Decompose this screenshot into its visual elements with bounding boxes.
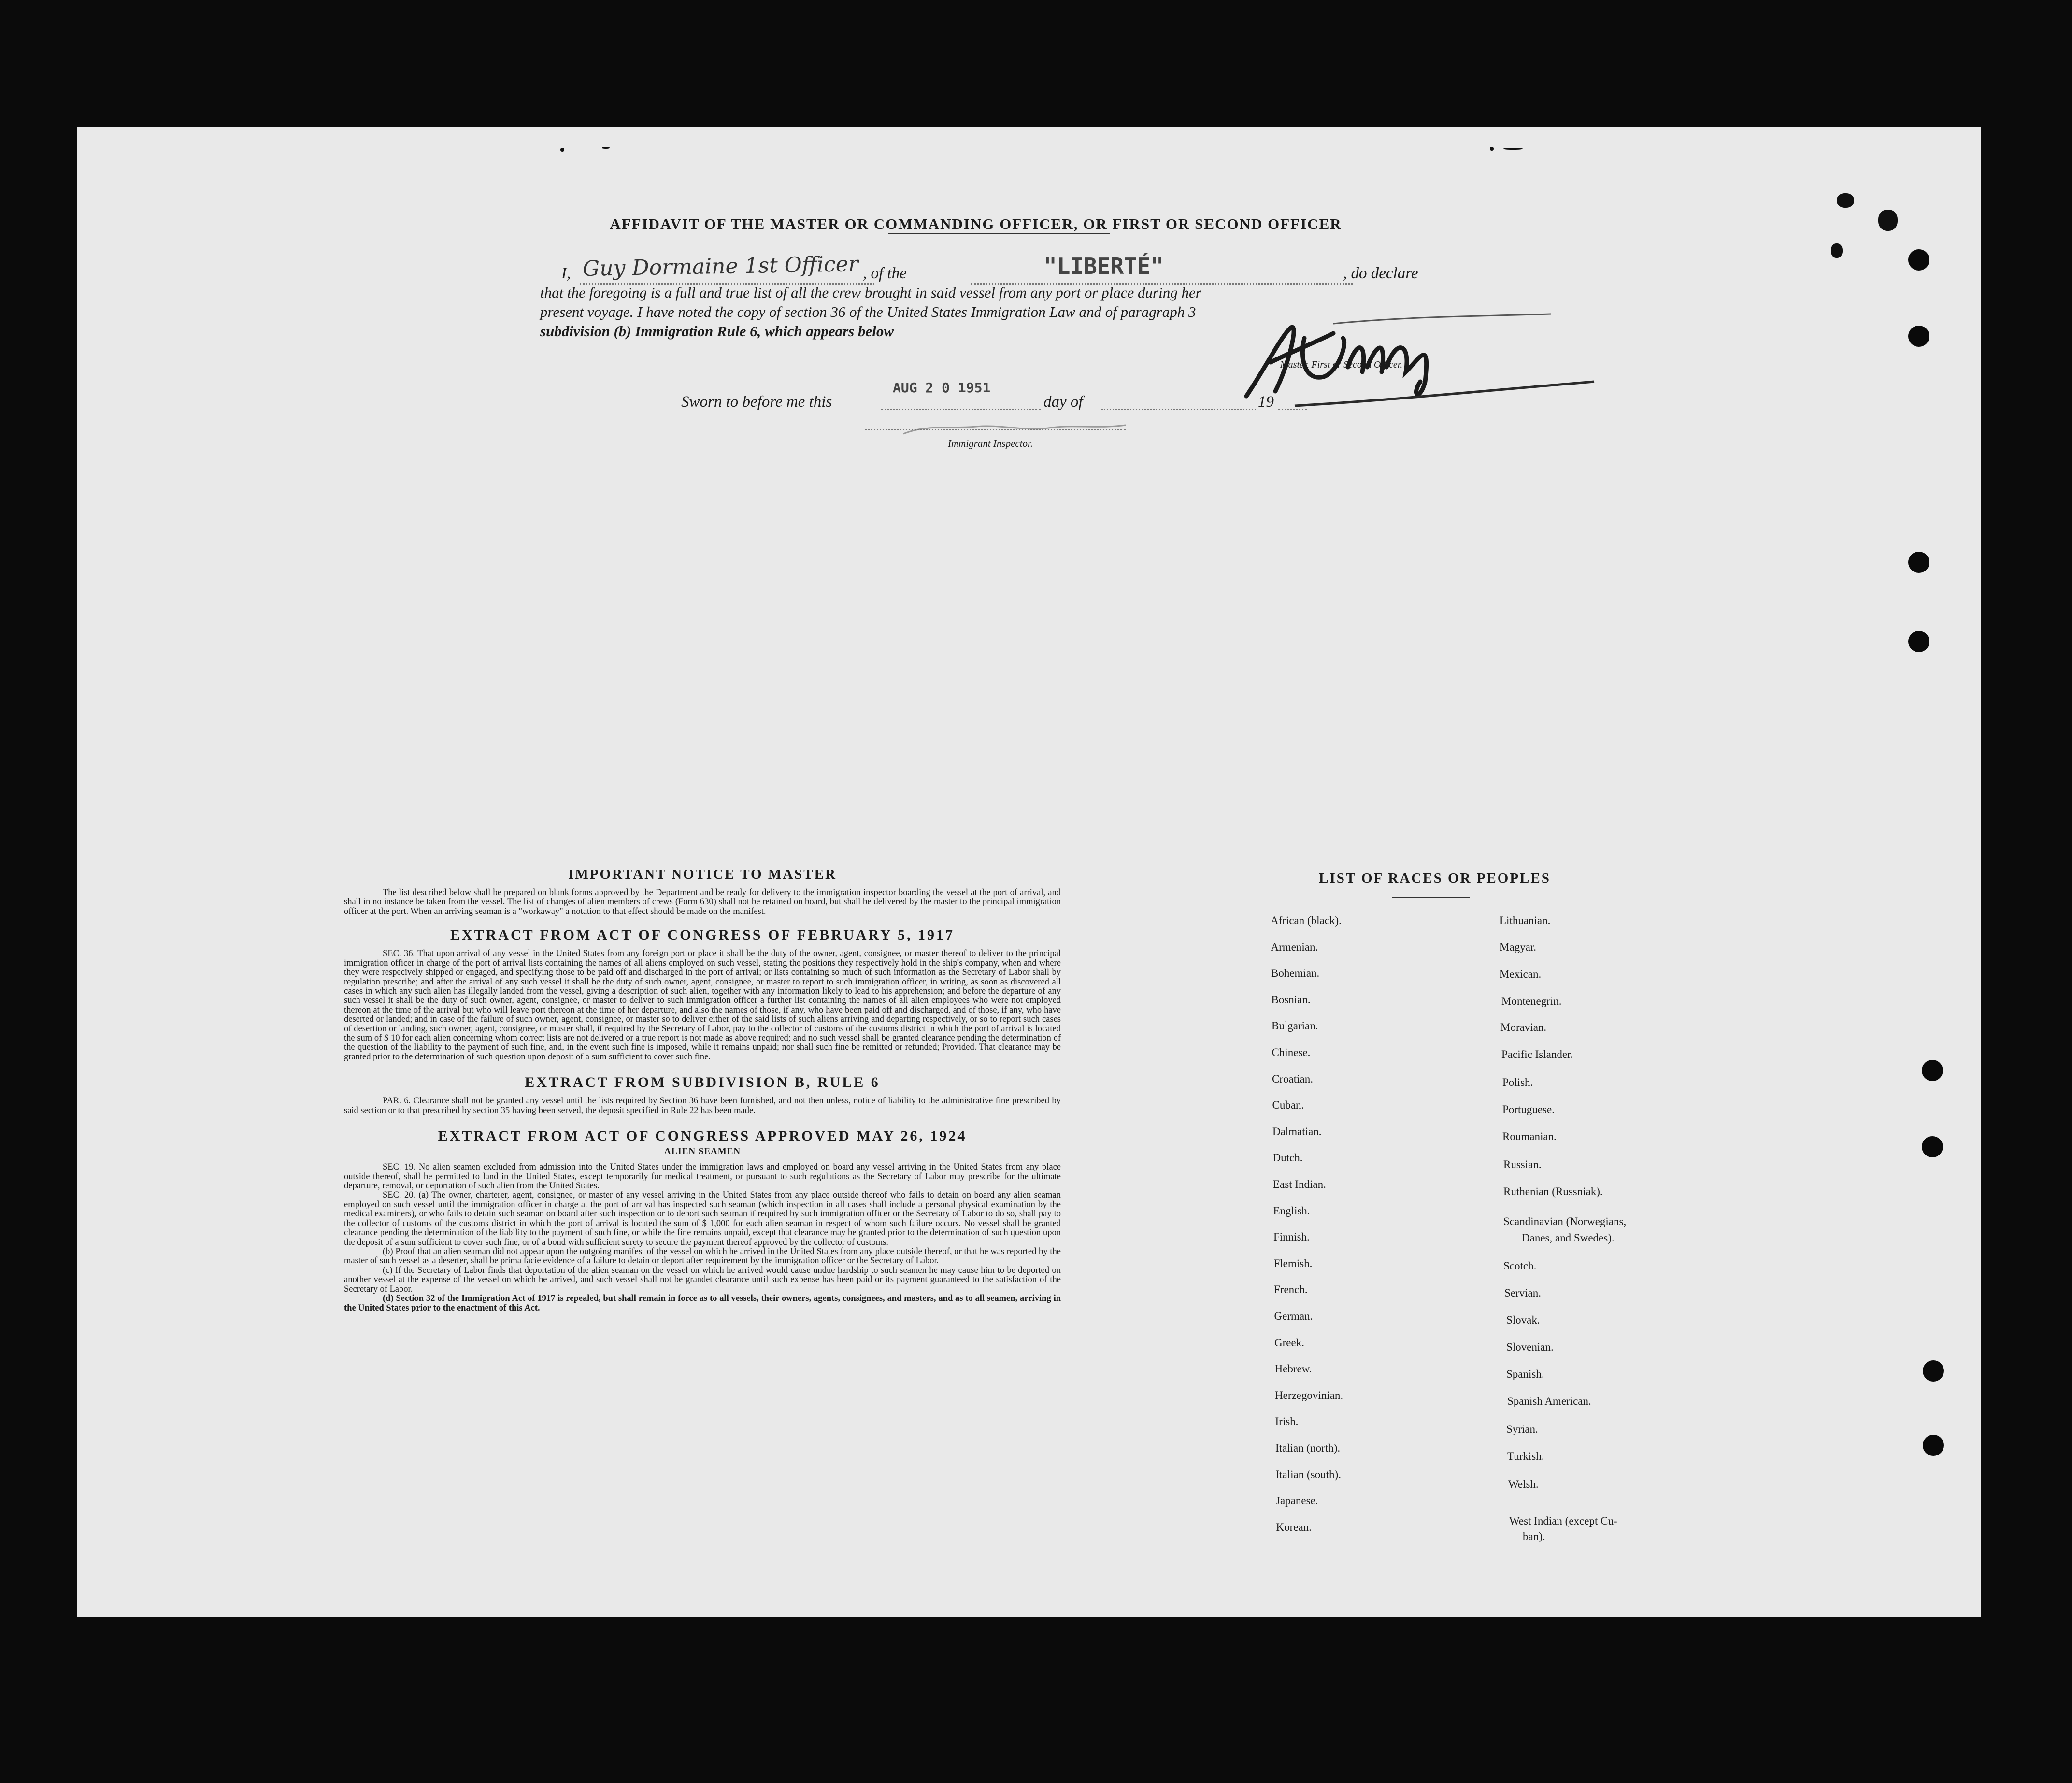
notice-title: IMPORTANT NOTICE TO MASTER: [568, 867, 837, 882]
race-item: Dalmatian.: [1272, 1125, 1322, 1138]
extract-1924-title: EXTRACT FROM ACT OF CONGRESS APPROVED MAY 26, 1924: [438, 1128, 967, 1144]
race-item: Turkish.: [1507, 1450, 1544, 1462]
race-item: Greek.: [1274, 1336, 1304, 1349]
race-item: Dutch.: [1272, 1152, 1303, 1164]
sworn-before-label: Sworn to before me this: [681, 393, 832, 411]
binder-hole-1: [1908, 249, 1929, 271]
race-item: Italian (north).: [1275, 1442, 1341, 1454]
race-item: Syrian.: [1506, 1423, 1538, 1435]
race-item: Irish.: [1275, 1415, 1299, 1428]
race-item: Spanish American.: [1507, 1395, 1591, 1407]
extract-1924-sec20d: (d) Section 32 of the Immigration Act of 1917 is repealed, but shall remain in force as to all vessels, their owners, agents, consignees, and masters, and as to all seamen, arriving in the United States prior to the enactment of this Act.: [344, 1294, 1061, 1313]
ink-speck: [602, 147, 610, 149]
race-item: Croatian.: [1272, 1072, 1313, 1085]
races-title: LIST OF RACES OR PEOPLES: [1319, 870, 1551, 886]
race-item: Herzegovinian.: [1275, 1389, 1343, 1401]
extract-1924-sec20a: SEC. 20. (a) The owner, charterer, agent, consignee, or master of any vessel arriving in the United States from any place outside thereof who fails to detain on board any alien seaman employed on such vessel until the immigration officer in charge at the port of arrival has inspected such seaman (which inspection in all cases shall include a personal physical examination by the medical examiners), or who fails to detain such seaman on board after such inspection or to deport such seaman if required by such immigration officer or the Secretary of Labor to do so, shall pay to the collector of customs of the customs district in which the port of arrival is located the sum of $ 1,000 for each alien seaman in respect of whom such failure occurs. No vessel shall be granted clearance pending the determination of the liability to the payment of such fine, or while the fine remains unpaid, except that clearance may be granted prior to the determination of such question upon the deposit of a sum sufficient to cover such fine, or of a bond with sufficient surety to secure the payment thereof approved by the collector of customs.: [344, 1190, 1061, 1247]
affidavit-i: I,: [561, 265, 571, 282]
race-item: ban).: [1523, 1530, 1545, 1542]
do-declare-label: , do declare: [1343, 265, 1418, 282]
race-item: African (black).: [1271, 914, 1342, 927]
race-item: Scandinavian (Norwegians,: [1503, 1215, 1627, 1227]
ink-speck: [1837, 193, 1854, 208]
race-item: Roumanian.: [1502, 1130, 1557, 1142]
binder-hole-2: [1908, 326, 1929, 347]
race-item: Hebrew.: [1274, 1363, 1312, 1375]
race-item: Slovak.: [1506, 1314, 1540, 1326]
sworn-date-line: [881, 409, 1041, 410]
race-item: Ruthenian (Russniak).: [1503, 1185, 1603, 1198]
race-item: Servian.: [1504, 1287, 1542, 1299]
extract-rule6-body: PAR. 6. Clearance shall not be granted any vessel until the lists required by Section 36 have been furnished, and not then unless, notice of liability to the administrative fine prescribed by said section or to that prescribed by section 35 having been served, the deposit specified in Rule 22 has been made.: [344, 1096, 1061, 1115]
races-title-underline: [1392, 897, 1470, 898]
extract-1924-sec20c: (c) If the Secretary of Labor finds that deportation of the alien seaman on the vessel on which he arrived would cause undue hardship to such seamen he may cause him to be deported on another vessel at the expense of the vessel on which he arrived, and such vessel shall not be grandet clearance until such expense has been paid or its payment guaranteed to the satisfaction of the Secretary of Labor.: [344, 1265, 1061, 1294]
extract-1917-title: EXTRACT FROM ACT OF CONGRESS OF FEBRUARY 5, 1917: [450, 927, 955, 943]
month-line: [1101, 409, 1256, 410]
extract-1924-subtitle: ALIEN SEAMEN: [664, 1146, 741, 1157]
binder-hole-5: [1922, 1060, 1943, 1081]
ink-speck: [1503, 148, 1523, 150]
race-item: Montenegrin.: [1501, 995, 1562, 1007]
sworn-date-stamp: AUG 2 0 1951: [893, 380, 991, 396]
affidavit-line-3: present voyage. I have noted the copy of section 36 of the United States Immigration Law and of paragraph 3: [540, 303, 1196, 320]
binder-hole-8: [1923, 1435, 1944, 1456]
race-item: Pacific Islander.: [1501, 1048, 1573, 1060]
race-item: Scotch.: [1503, 1260, 1537, 1272]
race-item: English.: [1273, 1204, 1310, 1217]
race-item: French.: [1274, 1284, 1308, 1296]
race-item: Portuguese.: [1502, 1103, 1555, 1115]
race-item: Bulgarian.: [1272, 1020, 1318, 1032]
affidavit-line-4: subdivision (b) Immigration Rule 6, which appears below: [540, 323, 894, 340]
race-item: Japanese.: [1276, 1495, 1318, 1507]
extract-1924-sec20b: (b) Proof that an alien seaman did not appear upon the outgoing manifest of the vessel on which he arrived in the United States from any place outside thereof, or that he was reported by the master of such vessel as a deserter, shall be prima facie evidence of a failure to detain or deport after requirement by the immigration officer or the Secretary of Labor.: [344, 1246, 1061, 1266]
ink-speck: [1490, 147, 1494, 151]
race-item: Slovenian.: [1506, 1341, 1554, 1353]
of-the-label: , of the: [863, 265, 907, 282]
binder-hole-3: [1908, 552, 1929, 573]
extract-1917-body: SEC. 36. That upon arrival of any vessel in the United States from any foreign port or place it shall be the duty of the owner, agent, consignee, or master thereof to deliver to the principal immigration officer in charge of the port of arrival lists containing the names of all aliens employed on such vessel, stating the positions they respectively hold in the ship's company, when and where they were respecively shipped or engaged, and specifying those to be paid off and discharged in the port of arrival; or lists containing so much of such information as the Secretary of Labor shall by regulation prescribe; and after the arrival of any such vessel it shall be the duty of such owner, agent, consignee, or master to report to such immigration officer, in writing, as soon as discovered all cases in which any such alien has illegally landed from the vessel, giving a description of such alien, together with any information likely to lead to his apprehension; and before the departure of any such vessel it shall be the duty of such owner, agent, consignee, or master to deliver to such immigration officer a further list containing the names of all alien employees who were not employed thereon at the time of the arrival but who will leave port thereon at the time of her departure, and also the names of those, if any, who have been paid off and discharged, and of those, if any, who have deserted or landed; and in case of the failure of such owner, agent, consignee, or master so to deliver either of the said lists of such aliens arriving and departing respectively, or so to report such cases of desertion or landing, such owner, agent, consignee, or master shall, if required by the Secretary of Labor, pay to the collector of customs of the customs district in which the port of arrival is located the sum of $ 10 for each alien concerning whom correct lists are not delivered or a true report is not made as above required; and no such vessel shall be granted clearance pending the determination of the question of the liability to the payment of such fine, and, in the event such fine is imposed, while it remains unpaid; nor shall such fine be remitted or refunded; Provided. That clearance may be granted prior to the determination of such question upon deposit of a sum sufficient to cover such fine.: [344, 949, 1061, 1062]
race-item: Spanish.: [1506, 1368, 1544, 1380]
signature-label: Master, First or Second Officer.: [1280, 359, 1403, 370]
affidavit-line-2: that the foregoing is a full and true list of all the crew brought in said vessel from any port or place during her: [540, 284, 1201, 301]
race-item: Russian.: [1503, 1158, 1542, 1170]
race-item: Moravian.: [1500, 1021, 1547, 1033]
race-item: Bohemian.: [1271, 967, 1320, 980]
race-item: Finnish.: [1273, 1231, 1310, 1243]
notice-body: The list described below shall be prepared on blank forms approved by the Department and be ready for delivery to the immigration inspector boarding the vessel at the port of arrival, and shall in no instance be taken from the vessel. The list of changes of alien members of crews (Form 630) shall not be retained on board, but shall be delivered by the master to the principal immigration officer at the port. When an arriving seaman is a "workaway" a notation to that effect should be made on the manifest.: [344, 888, 1061, 916]
race-item: East Indian.: [1273, 1178, 1326, 1190]
race-item: West Indian (except Cu-: [1509, 1515, 1617, 1527]
race-item: Korean.: [1276, 1521, 1312, 1533]
race-item: Armenian.: [1271, 941, 1318, 953]
title-underline: [888, 233, 1110, 234]
race-item: Bosnian.: [1271, 993, 1311, 1006]
binder-hole-7: [1923, 1360, 1944, 1382]
race-item: Cuban.: [1272, 1099, 1304, 1112]
inspector-line: [865, 429, 1126, 430]
legal-column: [344, 867, 1061, 1313]
race-item: Flemish.: [1273, 1257, 1313, 1269]
race-item: Welsh.: [1508, 1478, 1539, 1490]
race-item: Italian (south).: [1275, 1468, 1341, 1481]
ink-speck: [1878, 210, 1898, 231]
officer-name-handwritten: Guy Dormaine 1st Officer: [582, 252, 859, 281]
extract-rule6-title: EXTRACT FROM SUBDIVISION B, RULE 6: [525, 1074, 880, 1091]
extract-1924-sec19: SEC. 19. No alien seamen excluded from admission into the United States under the immigration laws and employed on board any vessel arriving in the United States from any place outside thereof, shall be permitted to land in the United States, except temporarily for medical treatment, or pursuant to such regulations as the Secretary of Labor may prescribe for the ultimate departure, removal, or deportation of such alien from the United States.: [344, 1162, 1061, 1191]
race-item: Danes, and Swedes).: [1522, 1232, 1615, 1244]
race-item: Mexican.: [1500, 968, 1542, 980]
race-item: German.: [1274, 1310, 1313, 1322]
year-prefix: 19: [1258, 393, 1274, 411]
race-item: Chinese.: [1272, 1046, 1311, 1058]
ink-speck: [1831, 243, 1843, 258]
ink-speck: [560, 148, 564, 152]
affidavit-title: AFFIDAVIT OF THE MASTER OR COMMANDING OFFICER, OR FIRST OR SECOND OFFICER: [610, 215, 1342, 232]
vessel-name: "LIBERTÉ": [1043, 253, 1164, 279]
binder-hole-4: [1908, 631, 1929, 652]
day-of-label: day of: [1043, 393, 1083, 411]
race-item: Lithuanian.: [1500, 914, 1551, 927]
binder-hole-6: [1922, 1136, 1943, 1157]
race-item: Polish.: [1502, 1076, 1533, 1088]
year-line: [1278, 409, 1307, 410]
inspector-label: Immigrant Inspector.: [948, 438, 1033, 449]
race-item: Magyar.: [1500, 941, 1537, 953]
